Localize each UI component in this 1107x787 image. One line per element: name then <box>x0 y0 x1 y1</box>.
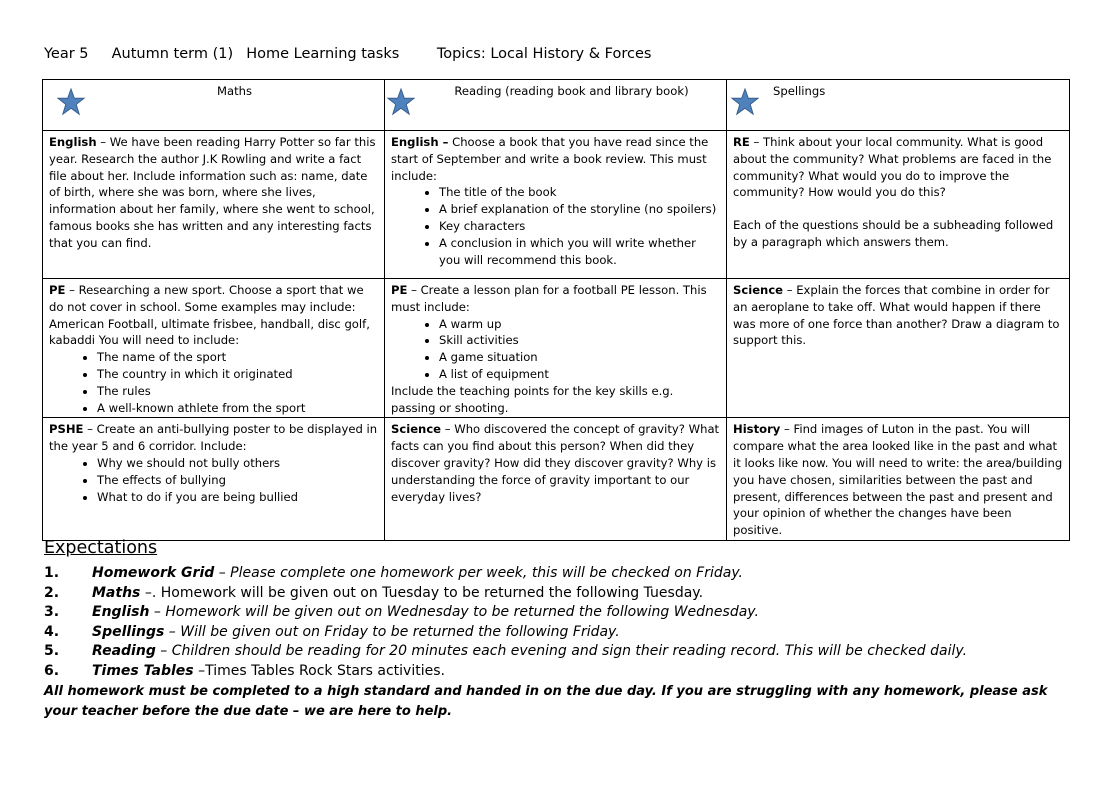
task-bullets <box>391 316 720 383</box>
subject-label: Science <box>733 283 784 297</box>
expectations-title: Expectations <box>44 538 158 558</box>
task-science-forces <box>727 279 1070 418</box>
list-item <box>44 564 1084 584</box>
task-pe-sport <box>43 279 385 418</box>
task-pe-lesson <box>385 279 727 418</box>
grid-row <box>43 418 1070 541</box>
expectations-section <box>44 536 1084 721</box>
item-keyword: Times Tables <box>92 662 194 679</box>
list-item: • The name of the sport <box>97 349 378 366</box>
list-item: • A conclusion in which you will write whether you will recommend this book. <box>439 235 720 269</box>
item-number: 3. <box>44 604 60 620</box>
subject-label: English – <box>391 135 449 149</box>
list-item: • A well-known athlete from the sport <box>97 400 378 417</box>
item-text: – Please complete one homework per week, this will be checked on Friday. <box>214 565 743 581</box>
item-text: – Homework will be given out on Wednesday to be returned the following Wednesday. <box>149 604 759 620</box>
subject-label: English <box>49 135 97 149</box>
task-bullets <box>49 349 378 416</box>
item-text: – Children should be reading for 20 minutes each evening and sign their reading record. This will be checked daily. <box>155 643 968 659</box>
task-pshe <box>43 418 385 541</box>
item-text: –. Homework will be given out on Tuesday to be returned the following Tuesday. <box>140 584 704 601</box>
page-header <box>44 46 651 62</box>
task-text: – Who discovered the concept of gravity? What facts can you find about this person? When did they discover gravity? How did they discover gravity? Why is understanding the force of gravity important to our everyday lives? <box>391 422 720 504</box>
list-item <box>44 623 1084 643</box>
list-item: • The rules <box>97 383 378 400</box>
item-keyword: Homework Grid <box>92 565 215 581</box>
header-title: Home Learning tasks <box>246 46 400 62</box>
header-label-spellings: Spellings <box>773 84 826 98</box>
list-item: • A list of equipment <box>439 366 720 383</box>
item-keyword: Reading <box>92 643 156 659</box>
task-text: – Explain the forces that combine in order for an aeroplane to take off. What would happen if there was more of one force than another? Draw a diagram to support this. <box>733 283 1060 348</box>
task-re <box>727 131 1070 279</box>
star-icon <box>731 88 759 116</box>
task-text: – Researching a new sport. Choose a sport that we do not cover in school. Some examples may include: American Football, ultimate frisbee, handball, disc golf, kabaddi You will need to include: <box>49 283 370 348</box>
star-icon <box>57 88 85 116</box>
list-item: • Key characters <box>439 218 720 235</box>
header-year: Year 5 <box>44 46 89 62</box>
subject-label: PE <box>391 283 408 297</box>
list-item: • The effects of bullying <box>97 472 378 489</box>
grid-row <box>43 279 1070 418</box>
item-keyword: English <box>92 604 150 620</box>
task-english-review <box>385 131 727 279</box>
list-item: • The country in which it originated <box>97 366 378 383</box>
header-label-reading: Reading (reading book and library book) <box>454 84 689 98</box>
final-note: All homework must be completed to a high standard and handed in on the due day. If you are struggling with any homework, please ask your teacher before the due date – we are here to help. <box>44 684 1048 719</box>
star-icon <box>387 88 415 116</box>
task-text-extra: Each of the questions should be a subheading followed by a paragraph which answers them. <box>733 218 1054 249</box>
list-item: • A warm up <box>439 316 720 333</box>
task-text: Choose a book that you have read since the start of September and write a book review. This must include: <box>391 135 709 183</box>
item-text: – Will be given out on Friday to be returned the following Friday. <box>164 623 620 640</box>
expectations-list <box>44 564 1084 681</box>
list-item <box>44 584 1084 604</box>
list-item: • A brief explanation of the storyline (no spoilers) <box>439 201 720 218</box>
header-cell-spellings <box>727 80 1070 131</box>
list-item <box>44 603 1084 623</box>
list-item <box>44 642 1084 662</box>
subject-label: Science <box>391 422 442 437</box>
task-bullets <box>49 455 378 505</box>
list-item: • What to do if you are being bullied <box>97 489 378 506</box>
header-topics: Topics: Local History & Forces <box>436 46 652 62</box>
subject-label: RE <box>733 135 750 149</box>
item-number: 4. <box>44 623 60 640</box>
task-text: – Create an anti-bullying poster to be displayed in the year 5 and 6 corridor. Include: <box>49 422 378 454</box>
list-item: • Why we should not bully others <box>97 455 378 472</box>
task-text: – We have been reading Harry Potter so far this year. Research the author J.K Rowling and write a fact file about her. Include information such as: name, date of birth, where she was born, where she lives, information about her family, where she went to school, famous books she has written and any interesting facts that you can find. <box>49 135 376 250</box>
item-number: 2. <box>44 584 60 601</box>
grid-row <box>43 131 1070 279</box>
header-term: Autumn term (1) <box>111 46 234 62</box>
list-item <box>44 662 1084 682</box>
header-cell-reading <box>385 80 727 131</box>
task-history <box>727 418 1070 541</box>
header-cell-maths <box>43 80 385 131</box>
header-label-maths: Maths <box>216 84 253 98</box>
task-science-gravity <box>385 418 727 541</box>
list-item: • A game situation <box>439 349 720 366</box>
subject-label: History <box>733 422 781 437</box>
item-keyword: Spellings <box>92 623 165 640</box>
task-text: – Find images of Luton in the past. You will compare what the area looked like in the past and what it looks like now. You will need to write: the area/building you have chosen, similarities between the past and present, differences between the past and present and your opinion of whether the changes have been positive. <box>733 422 1063 538</box>
item-number: 5. <box>44 643 60 659</box>
list-item: • Skill activities <box>439 332 720 349</box>
task-bullets <box>391 184 720 268</box>
homework-grid <box>42 79 1070 541</box>
task-text: – Create a lesson plan for a football PE lesson. This must include: <box>391 283 707 314</box>
item-number: 1. <box>44 565 60 581</box>
grid-header-row <box>43 80 1070 131</box>
item-text: –Times Tables Rock Stars activities. <box>193 662 445 679</box>
task-text-extra: Include the teaching points for the key skills e.g. passing or shooting. <box>391 383 674 415</box>
subject-label: PE <box>49 283 66 297</box>
task-english-factfile <box>43 131 385 279</box>
task-text: – Think about your local community. What is good about the community? What problems are faced in the community? What would you do to improve the community? How would you do this? <box>733 135 1052 200</box>
list-item: • The title of the book <box>439 184 720 201</box>
item-number: 6. <box>44 662 60 679</box>
item-keyword: Maths <box>92 584 141 601</box>
subject-label: PSHE <box>49 422 84 437</box>
